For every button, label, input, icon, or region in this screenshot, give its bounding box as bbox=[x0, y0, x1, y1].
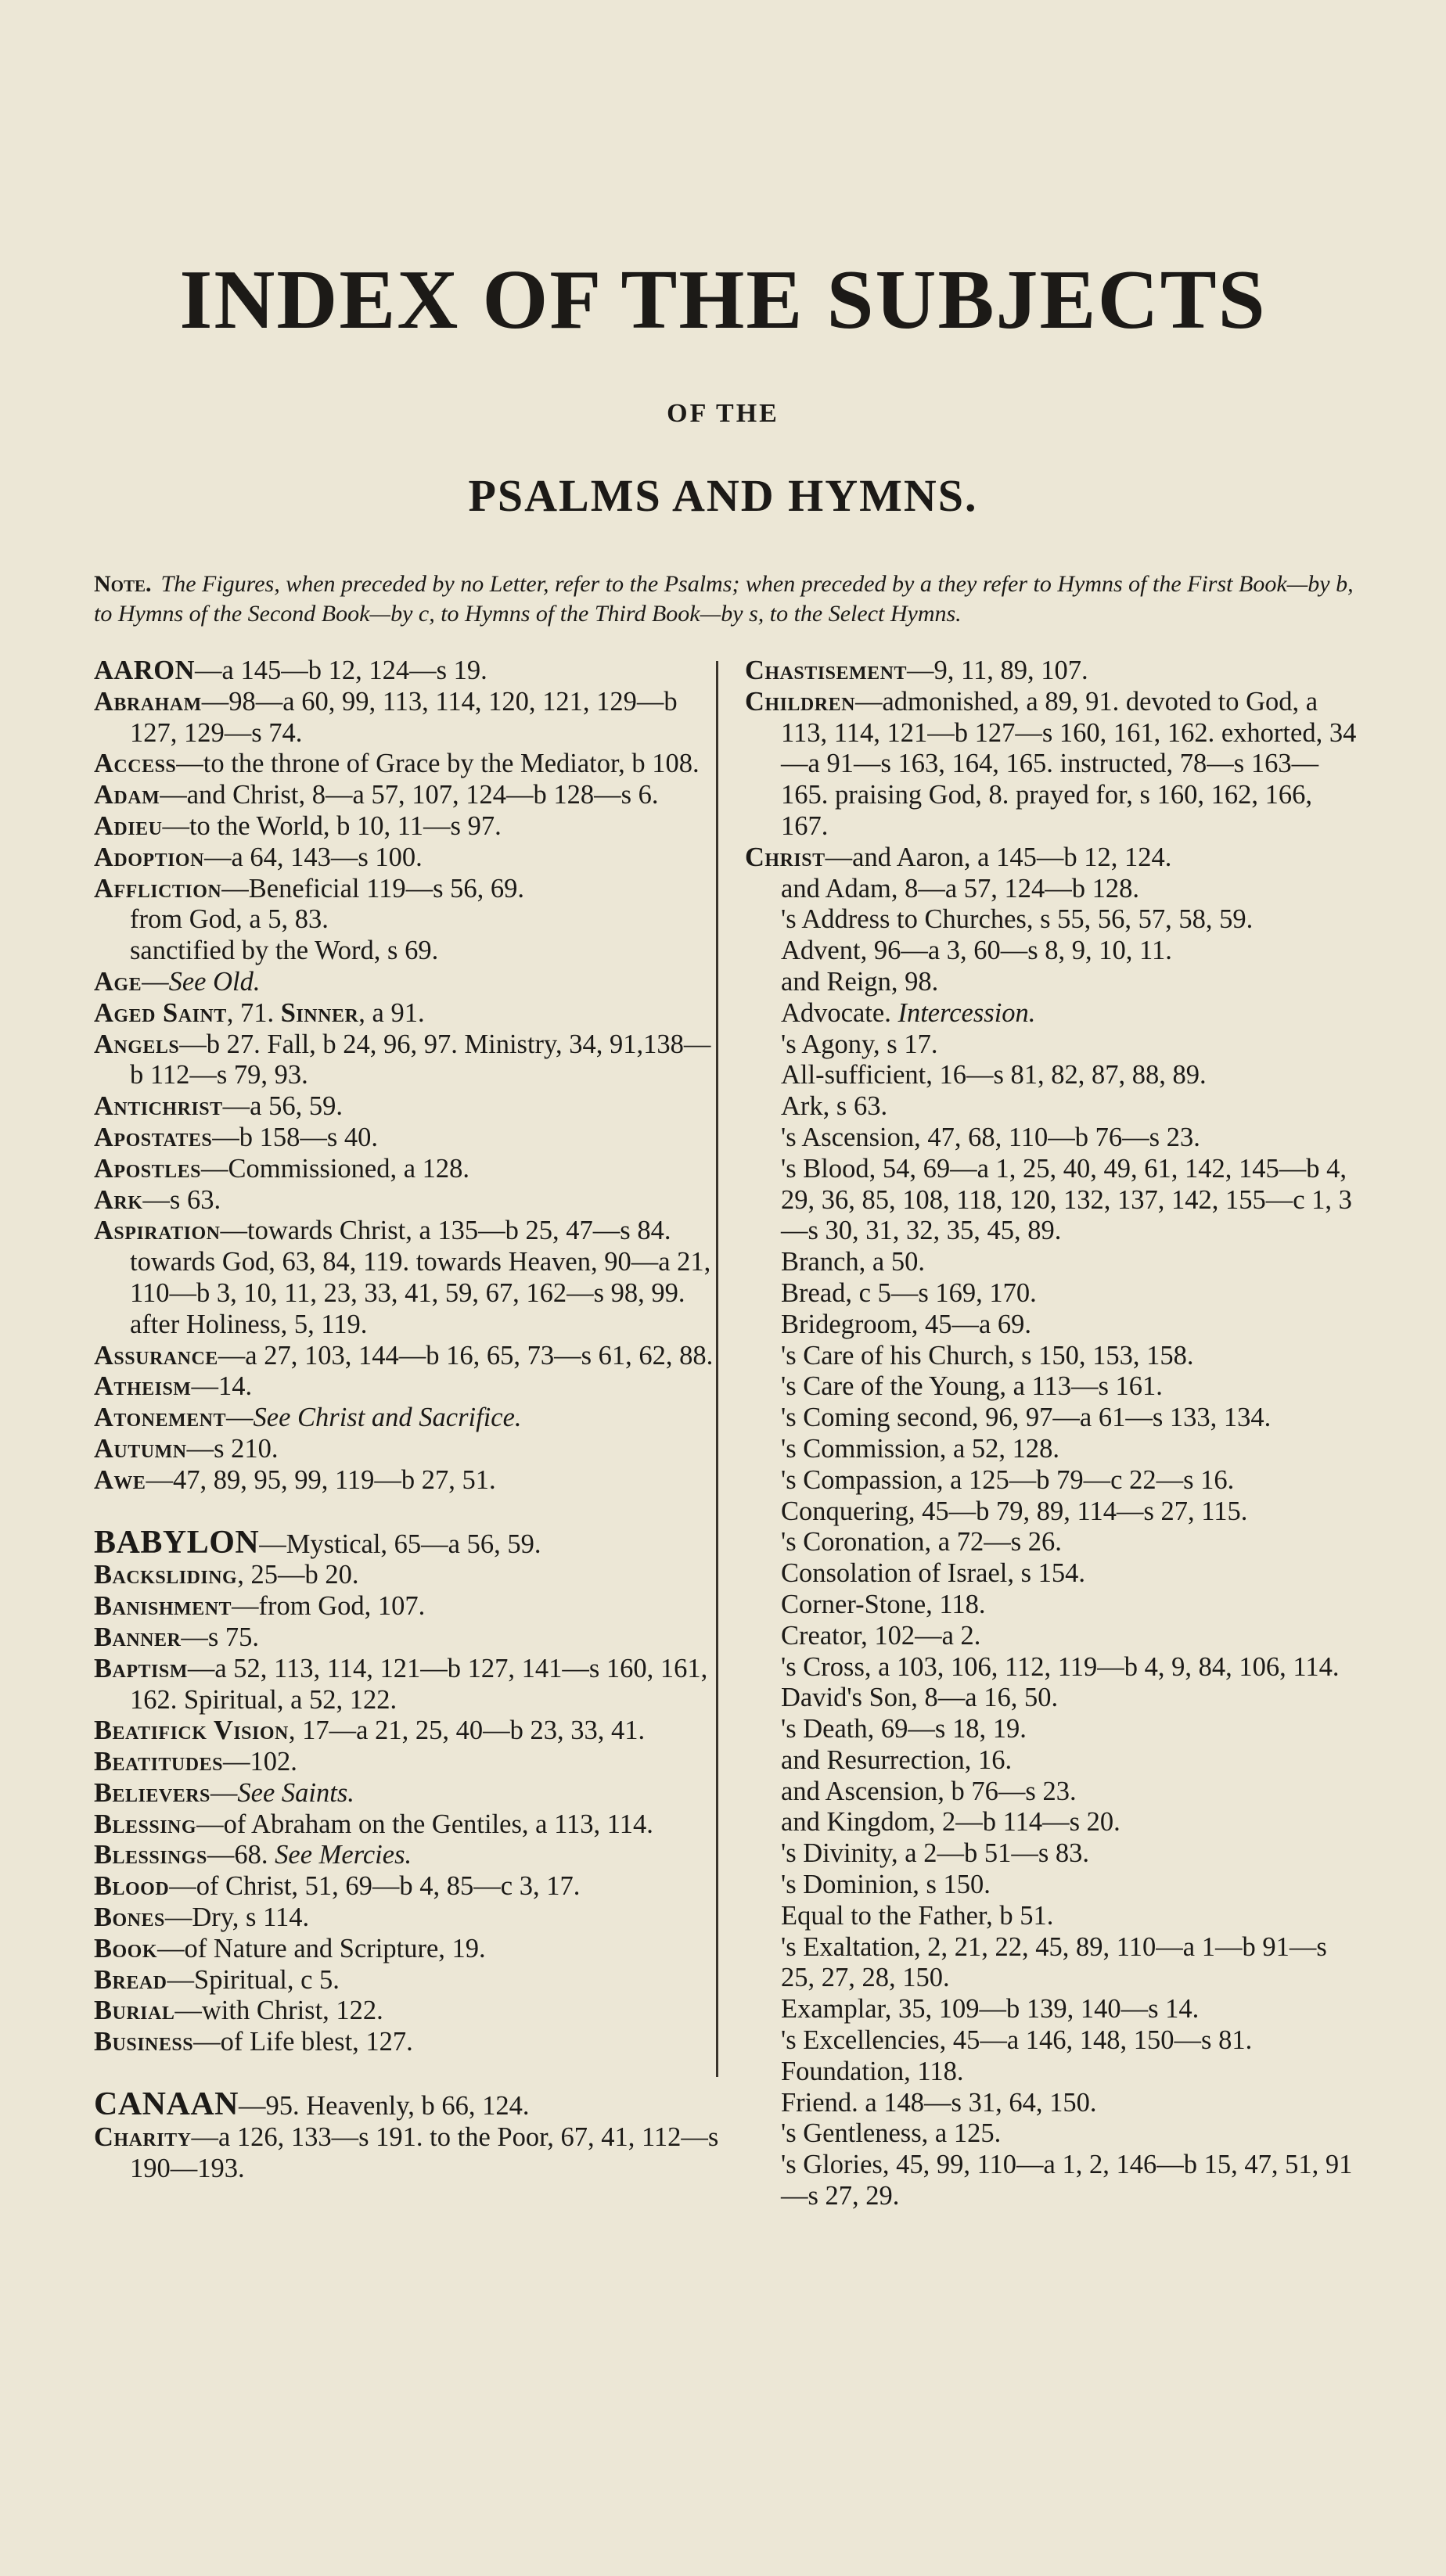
entry-text: , 71. bbox=[226, 997, 281, 1028]
note bbox=[94, 569, 1369, 629]
entry-text: —from God, 107. bbox=[232, 1591, 426, 1622]
entry-reference: See Old. bbox=[168, 966, 261, 997]
entry-text: —s 210. bbox=[186, 1433, 279, 1464]
index-entry bbox=[745, 1341, 1363, 1372]
index-entry bbox=[94, 904, 720, 936]
entry-text: , 25—b 20. bbox=[237, 1560, 359, 1590]
subtitle-main: PSALMS AND HYMNS. bbox=[468, 470, 978, 521]
entry-text: — bbox=[142, 966, 169, 997]
entry-heading: Abraham bbox=[94, 686, 202, 717]
entry-reference: See Mercies. bbox=[275, 1840, 412, 1870]
index-entry bbox=[94, 1654, 720, 1716]
entry-heading: Affliction bbox=[94, 873, 222, 904]
entry-text: 's Agony, s 17. bbox=[781, 1029, 938, 1059]
index-entry bbox=[94, 1902, 720, 1934]
index-entry bbox=[745, 1652, 1363, 1683]
entry-reference: Intercession. bbox=[897, 997, 1036, 1028]
index-entry bbox=[745, 1247, 1363, 1278]
entry-text: —of Christ, 51, 69—b 4, 85—c 3, 17. bbox=[169, 1871, 581, 1902]
index-entry bbox=[94, 1091, 720, 1123]
index-entry bbox=[745, 1901, 1363, 1932]
entry-text: Advocate. bbox=[781, 997, 898, 1028]
entry-text: —9, 11, 89, 107. bbox=[906, 656, 1088, 685]
entry-text: —to the throne of Grace by the Mediator, b 108. bbox=[176, 749, 700, 779]
index-entry bbox=[745, 2118, 1363, 2150]
entry-heading: Atonement bbox=[94, 1403, 226, 1433]
entry-text: —b 158—s 40. bbox=[212, 1122, 379, 1152]
index-entry bbox=[94, 749, 720, 780]
index-entry bbox=[745, 1123, 1363, 1154]
entry-heading: Apostates bbox=[94, 1122, 213, 1152]
index-entry bbox=[94, 1154, 720, 1185]
index-entry bbox=[745, 1777, 1363, 1808]
entry-text: —Beneficial 119—s 56, 69. bbox=[221, 873, 525, 904]
index-entry bbox=[745, 1714, 1363, 1745]
entry-heading: Christ bbox=[745, 842, 826, 872]
entry-text: —of Life blest, 127. bbox=[193, 2027, 413, 2057]
index-entry bbox=[745, 1029, 1363, 1061]
entry-text: 's Blood, 54, 69—a 1, 25, 40, 49, 61, 142, 145—b 4, 29, 36, 85, 108, 118, 120, 132, 137, 142, 155—c 1, 3—s 30, 31, 32, 35, 45, 89. bbox=[781, 1153, 1352, 1246]
index-entry bbox=[94, 687, 720, 749]
entry-text: Examplar, 35, 109—b 139, 140—s 14. bbox=[781, 1994, 1200, 2025]
entry-text: —s 75. bbox=[181, 1622, 260, 1652]
index-entry bbox=[94, 1560, 720, 1591]
index-entry bbox=[94, 2122, 720, 2185]
entry-text: —of Nature and Scripture, 19. bbox=[157, 1933, 486, 1963]
column-divider bbox=[716, 661, 718, 2077]
index-entry bbox=[745, 656, 1363, 687]
entry-heading: Blood bbox=[94, 1871, 170, 1902]
entry-text: Friend. a 148—s 31, 64, 150. bbox=[781, 2087, 1097, 2118]
index-entry bbox=[94, 1524, 720, 1561]
entry-text: 's Compassion, a 125—b 79—c 22—s 16. bbox=[781, 1464, 1235, 1495]
entry-text: and Kingdom, 2—b 114—s 20. bbox=[781, 1807, 1120, 1838]
index-entry bbox=[745, 1310, 1363, 1341]
page-title: INDEX OF THE SUBJECTS bbox=[179, 253, 1267, 347]
entry-text: and Adam, 8—a 57, 124—b 128. bbox=[781, 873, 1140, 904]
entry-heading: Assurance bbox=[94, 1340, 218, 1371]
entry-heading: Adam bbox=[94, 780, 160, 810]
entry-heading: Beatifick Vision bbox=[94, 1716, 289, 1746]
index-entry bbox=[745, 936, 1363, 967]
entry-text: —Mystical, 65—a 56, 59. bbox=[259, 1529, 541, 1559]
entry-text: Foundation, 118. bbox=[781, 2056, 964, 2086]
index-entry bbox=[94, 842, 720, 874]
index-entry bbox=[94, 1591, 720, 1622]
index-entry bbox=[745, 1154, 1363, 1247]
entry-text: Equal to the Father, b 51. bbox=[781, 1900, 1054, 1931]
index-entry bbox=[745, 1807, 1363, 1838]
entry-heading: Aged Saint bbox=[94, 997, 227, 1028]
index-entry bbox=[94, 780, 720, 811]
entry-text: , a 91. bbox=[358, 997, 425, 1028]
entry-text: —a 64, 143—s 100. bbox=[203, 842, 423, 872]
entry-heading: Adoption bbox=[94, 842, 204, 872]
left-column bbox=[94, 656, 720, 2184]
entry-heading: Access bbox=[94, 749, 177, 779]
entry-text: —of Abraham on the Gentiles, a 113, 114. bbox=[196, 1809, 653, 1839]
entry-text: and Resurrection, 16. bbox=[781, 1744, 1013, 1775]
index-entry bbox=[94, 811, 720, 842]
entry-text: —95. Heavenly, b 66, 124. bbox=[239, 2091, 530, 2122]
index-entry bbox=[94, 2027, 720, 2058]
entry-text: —and Christ, 8—a 57, 107, 124—b 128—s 6. bbox=[160, 780, 659, 810]
entry-text: —a 145—b 12, 124—s 19. bbox=[195, 656, 487, 685]
entry-text: Branch, a 50. bbox=[781, 1247, 925, 1277]
entry-heading: Adieu bbox=[94, 810, 163, 841]
entry-heading: Sinner bbox=[280, 997, 359, 1028]
index-entry bbox=[745, 1745, 1363, 1777]
entry-text: 's Gentleness, a 125. bbox=[781, 2118, 1002, 2149]
entry-text: 's Dominion, s 150. bbox=[781, 1870, 991, 1900]
entry-text: —14. bbox=[191, 1371, 253, 1402]
index-entry bbox=[94, 1716, 720, 1747]
entry-text: Consolation of Israel, s 154. bbox=[781, 1558, 1086, 1589]
entry-text: —admonished, a 89, 91. devoted to God, a 113, 114, 121—b 127—s 160, 161, 162. exhorted, 34—a 91—s 163, 164, 165. instructed, 78—s 163—165. praising God, 8. prayed for, s 160, 162, 166, 167. bbox=[781, 686, 1357, 841]
entry-text: — bbox=[226, 1403, 254, 1433]
entry-heading: Banner bbox=[94, 1622, 182, 1652]
entry-text: —a 52, 113, 114, 121—b 127, 141—s 160, 161, 162. Spiritual, a 52, 122. bbox=[130, 1653, 708, 1715]
entry-text: Bread, c 5—s 169, 170. bbox=[781, 1277, 1037, 1308]
entry-text: —102. bbox=[222, 1747, 297, 1777]
subtitle-of: OF THE bbox=[667, 399, 779, 428]
index-entry bbox=[745, 2150, 1363, 2212]
entry-text: 's Coming second, 96, 97—a 61—s 133, 134. bbox=[781, 1403, 1272, 1433]
index-entry bbox=[745, 904, 1363, 936]
entry-text: and Reign, 98. bbox=[781, 966, 939, 997]
entry-heading: Backsliding bbox=[94, 1560, 238, 1590]
entry-heading: Angels bbox=[94, 1029, 180, 1059]
entry-text: —a 27, 103, 144—b 16, 65, 73—s 61, 62, 88. bbox=[218, 1340, 714, 1371]
entry-text: —towards Christ, a 135—b 25, 47—s 84. towards God, 63, 84, 119. towards Heaven, 90—a 21, 110—b 3, 10, 11, 23, 33, 41, 59, 67, 162—s 98, 99. after Holiness, 5, 119. bbox=[130, 1216, 711, 1339]
entry-text: —Commissioned, a 128. bbox=[200, 1153, 470, 1184]
index-entry bbox=[94, 656, 720, 687]
entry-text: —Spiritual, c 5. bbox=[167, 1964, 340, 1995]
index-entry bbox=[94, 1465, 720, 1496]
entry-heading: Bread bbox=[94, 1964, 167, 1995]
entry-text: 's Divinity, a 2—b 51—s 83. bbox=[781, 1838, 1090, 1869]
entry-heading: Charity bbox=[94, 2122, 192, 2152]
entry-text: Corner-Stone, 118. bbox=[781, 1589, 986, 1619]
index-entry bbox=[745, 1994, 1363, 2025]
index-entry bbox=[745, 967, 1363, 998]
entry-heading: Banishment bbox=[94, 1591, 232, 1622]
entry-text: — bbox=[210, 1777, 238, 1808]
entry-heading: Business bbox=[94, 2027, 194, 2057]
note-lead: Note. bbox=[94, 571, 152, 597]
entry-text: Creator, 102—a 2. bbox=[781, 1620, 981, 1651]
entry-text: —a 126, 133—s 191. to the Poor, 67, 41, 112—s 190—193. bbox=[130, 2122, 719, 2183]
index-entry bbox=[745, 1527, 1363, 1558]
entry-heading: Burial bbox=[94, 1996, 175, 2026]
entry-text: All-sufficient, 16—s 81, 82, 87, 88, 89. bbox=[781, 1060, 1207, 1090]
index-entry bbox=[94, 1371, 720, 1403]
entry-text: Advent, 96—a 3, 60—s 8, 9, 10, 11. bbox=[781, 936, 1172, 966]
entry-text: —a 56, 59. bbox=[222, 1091, 343, 1122]
index-entry bbox=[745, 1371, 1363, 1403]
entry-heading: AARON bbox=[94, 656, 195, 685]
entry-text: from God, a 5, 83. bbox=[130, 904, 329, 935]
entry-heading: Book bbox=[94, 1933, 158, 1963]
index-entry bbox=[94, 967, 720, 998]
index-entry bbox=[94, 1029, 720, 1092]
entry-text: Bridegroom, 45—a 69. bbox=[781, 1309, 1032, 1339]
index-entry bbox=[745, 2025, 1363, 2057]
index-entry bbox=[745, 687, 1363, 842]
index-entry bbox=[94, 1434, 720, 1465]
entry-text: 's Address to Churches, s 55, 56, 57, 58, 59. bbox=[781, 904, 1254, 935]
index-entry bbox=[745, 842, 1363, 874]
index-entry bbox=[94, 1934, 720, 1965]
index-entry bbox=[94, 1185, 720, 1216]
entry-text: —to the World, b 10, 11—s 97. bbox=[162, 810, 502, 841]
index-entry bbox=[745, 1621, 1363, 1652]
entry-text: Conquering, 45—b 79, 89, 114—s 27, 115. bbox=[781, 1496, 1248, 1526]
entry-reference: See Christ and Sacrifice. bbox=[253, 1403, 522, 1433]
index-entry bbox=[745, 1403, 1363, 1434]
index-entry bbox=[94, 1123, 720, 1154]
entry-text: —68. bbox=[207, 1840, 275, 1870]
index-entry bbox=[745, 998, 1363, 1029]
index-entry bbox=[94, 2086, 720, 2123]
entry-text: 's Cross, a 103, 106, 112, 119—b 4, 9, 84, 106, 114. bbox=[781, 1651, 1340, 1682]
entry-text: , 17—a 21, 25, 40—b 23, 33, 41. bbox=[288, 1716, 646, 1746]
index-entry bbox=[94, 1871, 720, 1902]
entry-text: and Ascension, b 76—s 23. bbox=[781, 1776, 1077, 1806]
entry-text: —and Aaron, a 145—b 12, 124. bbox=[825, 842, 1172, 872]
entry-heading: Baptism bbox=[94, 1653, 188, 1683]
index-entry bbox=[745, 1870, 1363, 1901]
index-entry bbox=[94, 1965, 720, 1996]
entry-reference: See Saints. bbox=[237, 1777, 354, 1808]
index-entry bbox=[94, 1809, 720, 1841]
index-entry bbox=[94, 1840, 720, 1871]
entry-heading: Blessing bbox=[94, 1809, 197, 1839]
index-entry bbox=[745, 1590, 1363, 1621]
index-entry bbox=[745, 1683, 1363, 1714]
entry-heading: BABYLON bbox=[94, 1524, 260, 1561]
index-entry bbox=[94, 1622, 720, 1654]
index-entry bbox=[745, 1558, 1363, 1590]
entry-heading: Aspiration bbox=[94, 1216, 221, 1246]
index-entry bbox=[745, 1060, 1363, 1091]
entry-text: —Dry, s 114. bbox=[164, 1902, 310, 1933]
entry-text: 's Care of his Church, s 150, 153, 158. bbox=[781, 1340, 1194, 1371]
entry-text: —with Christ, 122. bbox=[174, 1996, 383, 2026]
entry-heading: Believers bbox=[94, 1777, 210, 1808]
entry-text: 's Commission, a 52, 128. bbox=[781, 1433, 1060, 1464]
entry-text: —47, 89, 95, 99, 119—b 27, 51. bbox=[146, 1464, 496, 1495]
entry-heading: Children bbox=[745, 686, 855, 717]
entry-heading: Age bbox=[94, 966, 142, 997]
index-entry bbox=[745, 1278, 1363, 1310]
right-column bbox=[745, 656, 1363, 2212]
entry-text: —98—a 60, 99, 113, 114, 120, 121, 129—b 127, 129—s 74. bbox=[130, 686, 678, 748]
entry-heading: Apostles bbox=[94, 1153, 201, 1184]
index-entry bbox=[745, 1091, 1363, 1123]
entry-text: 's Care of the Young, a 113—s 161. bbox=[781, 1371, 1163, 1402]
entry-text: —s 63. bbox=[142, 1184, 221, 1215]
index-entry bbox=[94, 1341, 720, 1372]
index-entry bbox=[745, 2057, 1363, 2088]
entry-heading: Chastisement bbox=[745, 656, 907, 685]
index-entry bbox=[745, 1932, 1363, 1995]
index-entry bbox=[94, 874, 720, 905]
entry-text: 's Death, 69—s 18, 19. bbox=[781, 1714, 1027, 1744]
entry-heading: Beatitudes bbox=[94, 1747, 223, 1777]
index-entry bbox=[94, 1216, 720, 1340]
entry-text: 's Glories, 45, 99, 110—a 1, 2, 146—b 15, 47, 51, 91—s 27, 29. bbox=[781, 2150, 1353, 2211]
index-entry bbox=[745, 1434, 1363, 1465]
index-entry bbox=[94, 1403, 720, 1434]
index-entry bbox=[745, 1838, 1363, 1870]
index-entry bbox=[745, 2088, 1363, 2119]
entry-text: 's Coronation, a 72—s 26. bbox=[781, 1527, 1062, 1557]
entry-heading: Ark bbox=[94, 1184, 143, 1215]
index-entry bbox=[745, 874, 1363, 905]
entry-text: David's Son, 8—a 16, 50. bbox=[781, 1683, 1059, 1713]
index-entry bbox=[94, 1747, 720, 1778]
entry-heading: Antichrist bbox=[94, 1091, 223, 1122]
index-entry bbox=[94, 1778, 720, 1809]
index-entry bbox=[745, 1496, 1363, 1528]
entry-text: 's Ascension, 47, 68, 110—b 76—s 23. bbox=[781, 1122, 1200, 1152]
entry-text: —b 27. Fall, b 24, 96, 97. Ministry, 34, 91,138—b 112—s 79, 93. bbox=[130, 1029, 711, 1090]
entry-heading: Autumn bbox=[94, 1433, 187, 1464]
note-text: The Figures, when preceded by no Letter, refer to the Psalms; when preceded by a they refer to Hymns of the First Book—by b, to Hymns of the Second Book—by c, to Hymns of the Third Book—by s, to the Select Hymns. bbox=[94, 571, 1354, 627]
entry-heading: Awe bbox=[94, 1464, 146, 1495]
entry-text: 's Exaltation, 2, 21, 22, 45, 89, 110—a 1—b 91—s 25, 27, 28, 150. bbox=[781, 1931, 1327, 1993]
entry-heading: Atheism bbox=[94, 1371, 192, 1402]
entry-heading: Blessings bbox=[94, 1840, 207, 1870]
index-entry bbox=[94, 998, 720, 1029]
index-entry bbox=[94, 936, 720, 967]
entry-text: Ark, s 63. bbox=[781, 1091, 888, 1122]
entry-text: 's Excellencies, 45—a 146, 148, 150—s 81. bbox=[781, 2025, 1253, 2056]
index-entry bbox=[94, 1996, 720, 2027]
entry-text: sanctified by the Word, s 69. bbox=[130, 936, 439, 966]
index-entry bbox=[745, 1465, 1363, 1496]
entry-heading: Bones bbox=[94, 1902, 165, 1933]
entry-heading: CANAAN bbox=[94, 2086, 239, 2123]
